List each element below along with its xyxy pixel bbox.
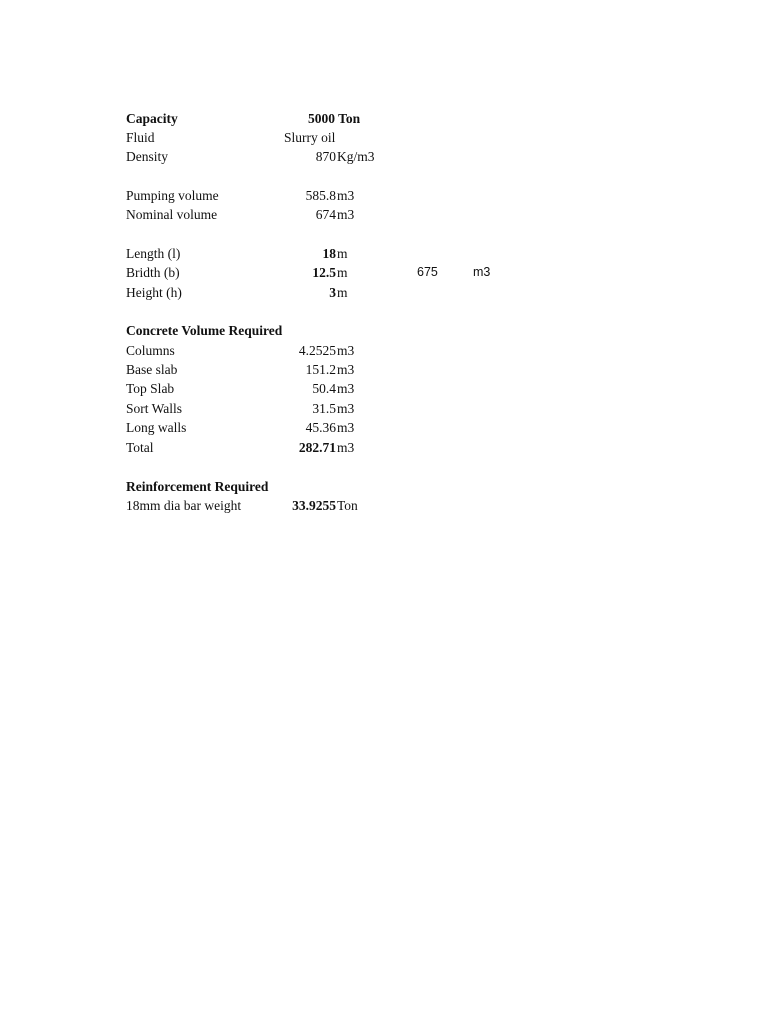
bridth-unit: m bbox=[337, 265, 348, 280]
bar-weight-label: 18mm dia bar weight bbox=[126, 498, 242, 513]
row-unit: m3 bbox=[337, 343, 355, 358]
height-unit: m bbox=[337, 285, 348, 300]
row-value: 151.2 bbox=[305, 362, 336, 377]
fluid-value: Slurry oil bbox=[284, 130, 336, 145]
nominal-volume-label: Nominal volume bbox=[126, 207, 218, 222]
reinforcement-heading-row bbox=[0, 477, 768, 496]
height-label: Height (h) bbox=[126, 285, 182, 300]
capacity-label: Capacity bbox=[126, 111, 178, 126]
row-label: Top Slab bbox=[126, 381, 175, 396]
capacity-unit: Ton bbox=[338, 111, 361, 126]
row-label: Long walls bbox=[126, 420, 187, 435]
row-value: 31.5 bbox=[312, 401, 336, 416]
row-unit: m3 bbox=[337, 401, 355, 416]
table-row bbox=[0, 360, 768, 379]
capacity-value bbox=[308, 109, 360, 128]
total-label: Total bbox=[126, 440, 154, 455]
height-value: 3 bbox=[329, 285, 336, 300]
row-unit: m3 bbox=[337, 381, 355, 396]
total-value: 282.71 bbox=[298, 440, 336, 455]
nominal-volume-row bbox=[0, 205, 768, 224]
fluid-label: Fluid bbox=[126, 130, 155, 145]
table-row bbox=[0, 399, 768, 418]
length-label: Length (l) bbox=[126, 246, 181, 261]
row-label: Sort Walls bbox=[126, 401, 183, 416]
bar-weight-row bbox=[0, 496, 768, 515]
concrete-heading: Concrete Volume Required bbox=[126, 323, 283, 338]
row-label: Columns bbox=[126, 343, 175, 358]
row-unit: m3 bbox=[337, 420, 355, 435]
row-unit: m3 bbox=[337, 362, 355, 377]
length-unit: m bbox=[337, 246, 348, 261]
pumping-volume-label: Pumping volume bbox=[126, 188, 219, 203]
row-value: 45.36 bbox=[305, 420, 336, 435]
length-value: 18 bbox=[322, 246, 336, 261]
bridth-value: 12.5 bbox=[312, 265, 336, 280]
pumping-volume-row bbox=[0, 186, 768, 205]
pumping-volume-unit: m3 bbox=[337, 188, 355, 203]
bridth-label: Bridth (b) bbox=[126, 265, 180, 280]
density-row bbox=[0, 147, 768, 166]
nominal-volume-unit: m3 bbox=[337, 207, 355, 222]
density-unit: Kg/m3 bbox=[337, 149, 375, 164]
length-row bbox=[0, 244, 768, 263]
bar-weight-value: 33.9255 bbox=[292, 498, 336, 513]
concrete-heading-row bbox=[0, 321, 768, 340]
capacity-row bbox=[0, 109, 768, 128]
bar-weight-unit: Ton bbox=[337, 498, 358, 513]
pumping-volume-value: 585.8 bbox=[305, 188, 336, 203]
height-row bbox=[0, 283, 768, 302]
volume-product-value: 675 bbox=[417, 265, 438, 279]
density-value: 870 bbox=[315, 149, 336, 164]
table-row bbox=[0, 341, 768, 360]
row-label: Base slab bbox=[126, 362, 178, 377]
density-label: Density bbox=[126, 149, 168, 164]
total-row bbox=[0, 438, 768, 457]
reinforcement-heading: Reinforcement Required bbox=[126, 479, 269, 494]
row-value: 50.4 bbox=[312, 381, 336, 396]
capacity-number: 5000 bbox=[308, 111, 335, 126]
row-value: 4.2525 bbox=[298, 343, 336, 358]
volume-product-unit: m3 bbox=[473, 265, 491, 279]
table-row bbox=[0, 418, 768, 437]
fluid-row bbox=[0, 128, 768, 147]
nominal-volume-value: 674 bbox=[315, 207, 336, 222]
table-row bbox=[0, 379, 768, 398]
total-unit: m3 bbox=[337, 440, 355, 455]
bridth-row bbox=[0, 263, 768, 282]
